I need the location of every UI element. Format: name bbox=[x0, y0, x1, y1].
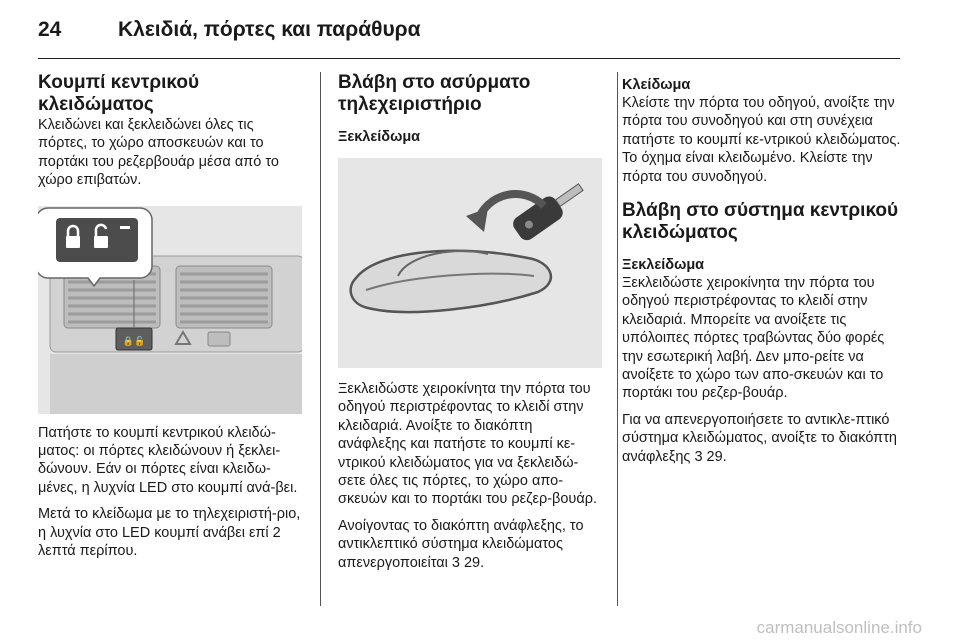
column-divider-2 bbox=[617, 72, 618, 606]
column-3 bbox=[622, 72, 904, 466]
remote-fault-unlocking-subheading: Ξεκλείδωμα bbox=[338, 129, 421, 145]
locking-para: Κλείστε την πόρτα του οδηγού, ανοίξτε την πόρτα του συνοδηγού και στη συνέχεια πατήστε το κουμπί κε-ντρικού κλειδώματος. Το όχημα είναι κλειδωμένο. Κλείστε την πόρτα του συνοδηγού. bbox=[622, 95, 901, 185]
central-locking-button-illustration bbox=[38, 206, 302, 414]
key-in-door-lock-illustration bbox=[338, 158, 602, 368]
page-reference-symbol: 3 bbox=[451, 554, 460, 571]
page-title: Κλειδιά, πόρτες και παράθυρα bbox=[118, 18, 421, 41]
header-rule bbox=[38, 58, 900, 59]
remote-fault-para-1: Ξεκλειδώστε χειροκίνητα την πόρτα του οδηγού περιστρέφοντας το κλειδί στην κλειδαριά. Ανοίξτε το διακόπτη ανάφλεξης και πατήστε το κουμπί κε-ντρικού κλειδώματος για να ξεκλειδώ-σετε όλες τις πόρτες, το χώρο απο-σκευών και το πορτάκι του ρεζερ-βουάρ. bbox=[338, 381, 598, 508]
remote-fault-para-2-text: Ανοίγοντας το διακόπτη ανάφλεξης, το αντικλεπτικό σύστημα κλειδώματος απενεργοποιείται bbox=[338, 517, 584, 571]
central-locking-fault-para-1: Ξεκλειδώστε χειροκίνητα την πόρτα του οδηγού περιστρέφοντας το κλειδί στην κλειδαριά. Μπορείτε να ανοίξετε τις υπόλοιπες πόρτες τραβώντας δύο φορές την εσωτερική λαβή. Δεν μπο-ρείτε να ανοίξετε το χώρο των απο-σκευών και το πορτάκι του ρεζερ-βουάρ. bbox=[622, 275, 885, 402]
page-reference-link[interactable]: 29. bbox=[706, 448, 727, 465]
watermark: carmanualsonline.info bbox=[756, 618, 922, 637]
remote-fault-heading: Βλάβη στο ασύρματο τηλεχειριστήριο bbox=[338, 72, 531, 115]
page-number: 24 bbox=[38, 18, 62, 41]
page-reference-link[interactable]: 29. bbox=[463, 554, 485, 571]
remote-fault-para-2 bbox=[338, 517, 604, 572]
locking-subheading: Κλείδωμα bbox=[622, 77, 691, 93]
central-locking-para-2: Μετά το κλείδωμα με το τηλεχειριστή-ριο, η λυχνία στο LED κουμπί ανάβει επί 2 λεπτά περίπου. bbox=[38, 506, 301, 560]
column-divider-1 bbox=[320, 72, 321, 606]
central-locking-intro: Κλειδώνει και ξεκλειδώνει όλες τις πόρτες, το χώρο αποσκευών και το πορτάκι του ρεζερβουάρ μέσα από το χώρο επιβατών. bbox=[38, 117, 279, 189]
central-locking-para-1: Πατήστε το κουμπί κεντρικού κλειδώ-ματος: οι πόρτες κλειδώνουν ή ξεκλει-δώνουν. Εάν οι πόρτες είναι κλειδω-μένες, η λυχνία LED στο κουμπί ανά-βει. bbox=[38, 424, 298, 496]
central-locking-fault-unlocking-subheading: Ξεκλείδωμα bbox=[622, 257, 705, 274]
central-locking-fault-para-2 bbox=[622, 411, 904, 466]
svg-text:🔒🔓: 🔒🔓 bbox=[122, 336, 146, 347]
central-locking-fault-heading: Βλάβη στο σύστημα κεντρικού κλειδώματος bbox=[622, 200, 899, 244]
column-1 bbox=[38, 72, 306, 560]
central-locking-fault-para-2-text: Για να απενεργοποιήσετε το αντικλε-πτικό σύστημα κλειδώματος, ανοίξτε το διακόπτη ανάφλεξης bbox=[622, 411, 897, 465]
page-reference-symbol: 3 bbox=[694, 448, 703, 465]
column-2 bbox=[338, 72, 604, 572]
central-locking-button-heading: Κουμπί κεντρικού κλειδώματος bbox=[38, 72, 199, 115]
